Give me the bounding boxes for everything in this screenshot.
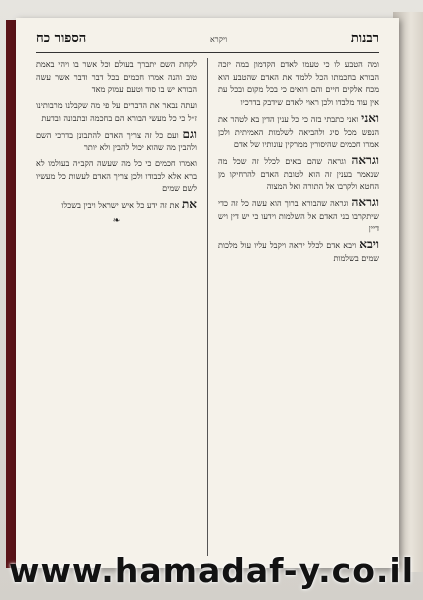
lead-word: את [181, 197, 197, 212]
paragraph: את את זה ידע כל איש ישראל ויבין בשכלו [61, 197, 197, 212]
lead-word: ויבא [359, 237, 379, 252]
book-page [16, 18, 399, 568]
running-head-left: הספור כח [36, 31, 87, 46]
paragraph: ומה הטבע לו כי טעמו לאדם הקדמון במה יזכה הבורא בחכמתו הכל ללמד את האדם שהטבע הוא מכח אלקים חיים והם רואים כי בכל מקום ובכל עת אין עוד מלבדו ולכן ראוי לאדם שידבק בדרכיו [218, 59, 379, 108]
running-head-center: ויקרא [209, 35, 228, 44]
paragraph: וגראה וגראה שהבורא ברוך הוא עשה כל זה כדי שיתקרבו בני האדם אל השלמות וידעו כי יש דין ויש דיין [218, 195, 379, 234]
running-head-right: רבנות [350, 31, 379, 46]
book-spine [6, 20, 16, 568]
lead-word: ואני [361, 110, 379, 125]
paragraph: ויבא ויבא אדם לכלל יראה ויקבל עליו עול מלכות שמים בשלמות [218, 237, 379, 263]
paragraph: ועתה נבאר את הדברים על פי מה שקבלנו מרבותינו ז״ל כי כל מעשי הבורא הם בחכמה ובתבונה ובדעת [36, 100, 197, 123]
lead-word: וגראה [351, 195, 379, 210]
left-text-column [36, 58, 197, 556]
paragraph: ואני ואני כתבתי בזה כי כל ענין הדין בא לטהר את הנפש מכל סיג ולהביאה לשלמות האמיתית ולכן אמרו חכמים שהיסורין ממרקין עונותיו של אדם [218, 110, 379, 150]
paragraph: וגראה וגראה שהם באים לכלל זה שכל מה שנאמר בענין זה הוא לטובת האדם להרחיקו מן החטא ולקרבו אל התורה ואל המצוה [218, 152, 379, 192]
text-columns [36, 58, 379, 556]
paragraph: לקחת השם יתברך בעולם וכל אשר בו ויהי באמת טוב והנה אמרו חכמים בכל דבר ודבר אשר עשה הבורא יש בו סוד וטעם עמוק מאד [36, 59, 197, 95]
paragraph: ואמרו חכמים כי כל מה שעשה הקב״ה בעולמו לא ברא אלא לכבודו ולכן צריך האדם לעשות כל מעשיו לשם שמים [36, 157, 197, 194]
page-header [36, 30, 379, 53]
watermark: www.hamadaf-y.co.il [8, 551, 415, 590]
lead-word: וגראה [351, 152, 379, 167]
column-divider [207, 58, 208, 556]
right-text-column [218, 58, 379, 556]
lead-word: וגם [182, 126, 197, 141]
paragraph: וגם ועם כל זה צריך האדם להתבונן בדרכי השם ולהבין מה שהוא יכול להבין ולא יותר [36, 126, 197, 153]
ornament-icon: ❧ [112, 215, 121, 226]
